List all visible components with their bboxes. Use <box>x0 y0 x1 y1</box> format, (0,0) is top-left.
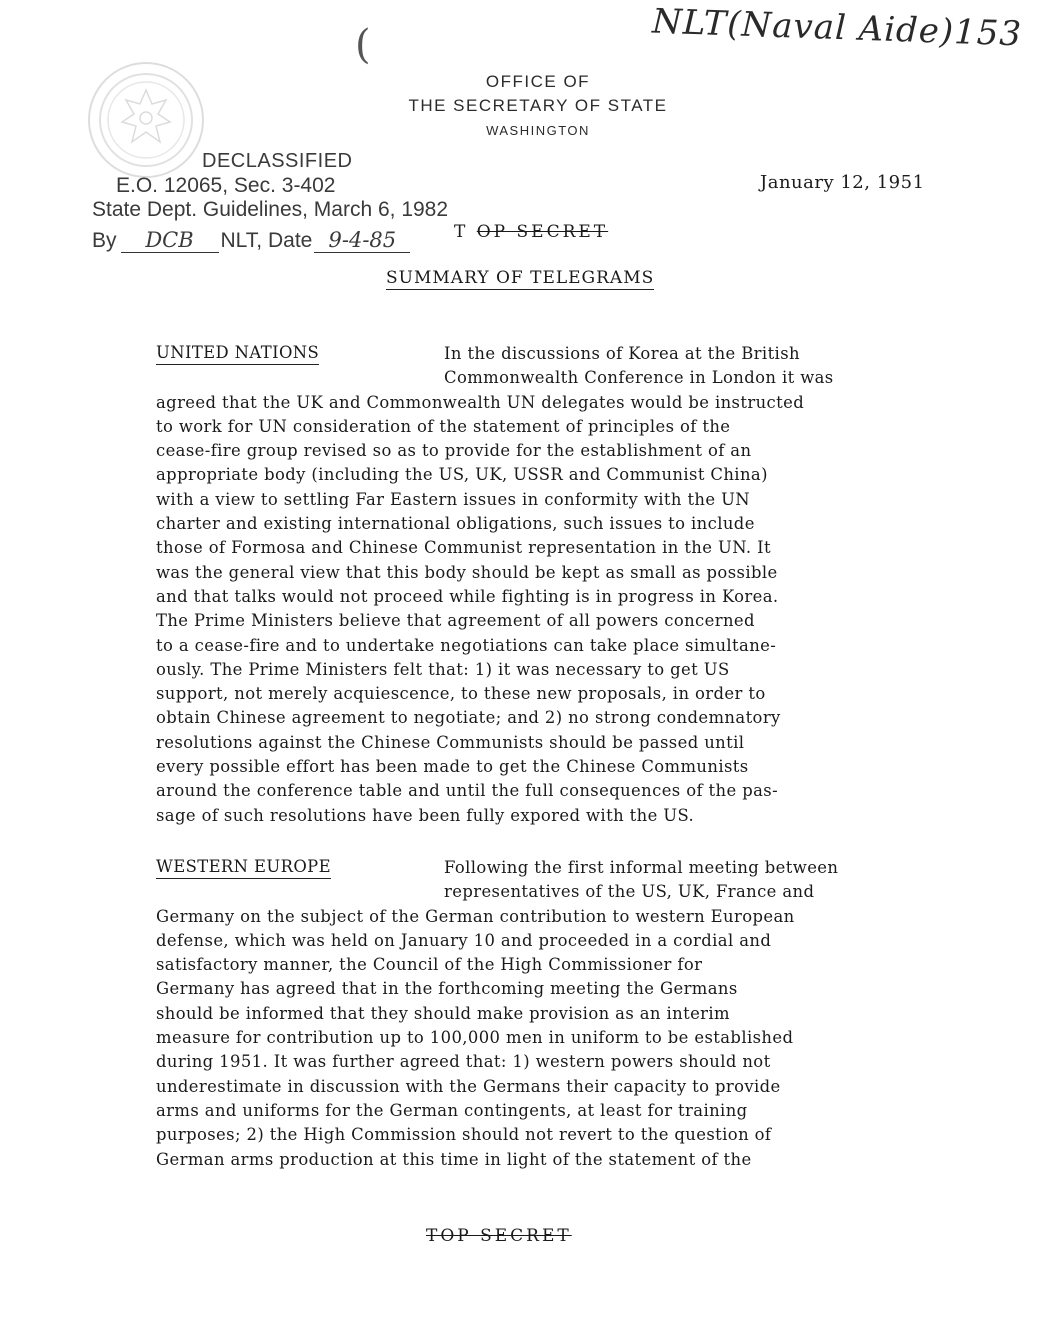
eagle-seal-icon <box>90 64 202 176</box>
authorization-line <box>92 228 410 253</box>
paragraph-line: purposes; 2) the High Commission should not revert to the question of <box>156 1125 772 1145</box>
letterhead-line-2: THE SECRETARY OF STATE <box>408 96 668 115</box>
paragraph-line: was the general view that this body should be kept as small as possible <box>156 562 778 582</box>
by-initials: DCB <box>121 228 219 253</box>
declassified-label: DECLASSIFIED <box>202 150 353 172</box>
paragraph-line: measure for contribution up to 100,000 men in uniform to be established <box>156 1028 794 1048</box>
executive-order: E.O. 12065, Sec. 3-402 <box>116 174 336 197</box>
paragraph-line: representatives of the US, UK, France and <box>444 882 815 902</box>
paragraph-line: arms and uniforms for the German contingents, at least for training <box>156 1100 748 1120</box>
paragraph-line: cease-fire group revised so as to provide for the establishment of an <box>156 441 752 461</box>
handwritten-reference: NLT(Naval Aide)153 <box>651 1 1023 55</box>
pen-mark: ( <box>355 22 371 68</box>
section-western-europe <box>156 856 946 1172</box>
paragraph-line: charter and existing international obligations, such issues to include <box>156 514 755 534</box>
paragraph-line: Commonwealth Conference in London it was <box>444 368 834 388</box>
letterhead-line-1: OFFICE OF <box>485 72 591 91</box>
section-united-nations <box>156 342 946 828</box>
classification-prefix: T <box>454 222 469 242</box>
paragraph-line: sage of such resolutions have been fully expored with the US. <box>156 805 695 825</box>
paragraph-line: appropriate body (including the US, UK, USSR and Communist China) <box>156 465 768 485</box>
paragraph-line: should be informed that they should make provision as an interim <box>156 1003 730 1023</box>
declassification-date: 9-4-85 <box>314 228 410 253</box>
paragraph-line: defense, which was held on January 10 and proceeded in a cordial and <box>156 930 772 950</box>
paragraph-line: resolutions against the Chinese Communists should be passed until <box>156 732 745 752</box>
by-label: By <box>92 229 117 252</box>
letterhead <box>400 70 676 144</box>
section-heading: UNITED NATIONS <box>156 342 319 365</box>
paragraph-line: ously. The Prime Ministers felt that: 1) it was necessary to get US <box>156 659 730 679</box>
paragraph-line: and that talks would not proceed while fighting is in progress in Korea. <box>156 586 779 606</box>
paragraph-line: obtain Chinese agreement to negotiate; and 2) no strong condemnatory <box>156 708 781 728</box>
nlt-date-label: NLT, Date <box>220 229 313 252</box>
letterhead-line-3: WASHINGTON <box>486 123 590 138</box>
paragraph-line: German arms production at this time in light of the statement of the <box>156 1149 752 1169</box>
paragraph-line: with a view to settling Far Eastern issues in conformity with the UN <box>156 489 751 509</box>
paragraph-line: underestimate in discussion with the Germans their capacity to provide <box>156 1076 781 1096</box>
paragraph-line: satisfactory manner, the Council of the High Commissioner for <box>156 955 703 975</box>
paragraph-line: The Prime Ministers believe that agreement of all powers concerned <box>156 611 755 631</box>
section-heading: WESTERN EUROPE <box>156 856 331 879</box>
paragraph-line: Germany on the subject of the German contribution to western European <box>156 906 795 926</box>
classification-top <box>454 222 608 242</box>
paragraph-line: Germany has agreed that in the forthcoming meeting the Germans <box>156 979 738 999</box>
paragraph-line: those of Formosa and Chinese Communist representation in the UN. It <box>156 538 771 558</box>
paragraph-line: around the conference table and until the full consequences of the pas- <box>156 781 779 801</box>
classification-bottom: TOP SECRET <box>426 1226 572 1246</box>
guidelines: State Dept. Guidelines, March 6, 1982 <box>92 198 449 221</box>
paragraph-line: agreed that the UK and Commonwealth UN delegates would be instructed <box>156 392 805 412</box>
paragraph-line: Following the first informal meeting between <box>444 858 839 877</box>
paragraph-line: during 1951. It was further agreed that: 1) western powers should not <box>156 1052 771 1072</box>
paragraph-line: to a cease-fire and to undertake negotiations can take place simultane- <box>156 635 777 655</box>
paragraph-line: In the discussions of Korea at the British <box>444 344 800 363</box>
paragraph-line: every possible effort has been made to get the Chinese Communists <box>156 757 749 777</box>
seal-emblem <box>88 62 204 178</box>
paragraph-line: support, not merely acquiescence, to these new proposals, in order to <box>156 684 766 704</box>
document-date: January 12, 1951 <box>760 172 925 193</box>
paragraph-line: to work for UN consideration of the statement of principles of the <box>156 416 731 436</box>
classification-struck: OP SECRET <box>476 222 609 242</box>
document-title: SUMMARY OF TELEGRAMS <box>386 268 655 288</box>
